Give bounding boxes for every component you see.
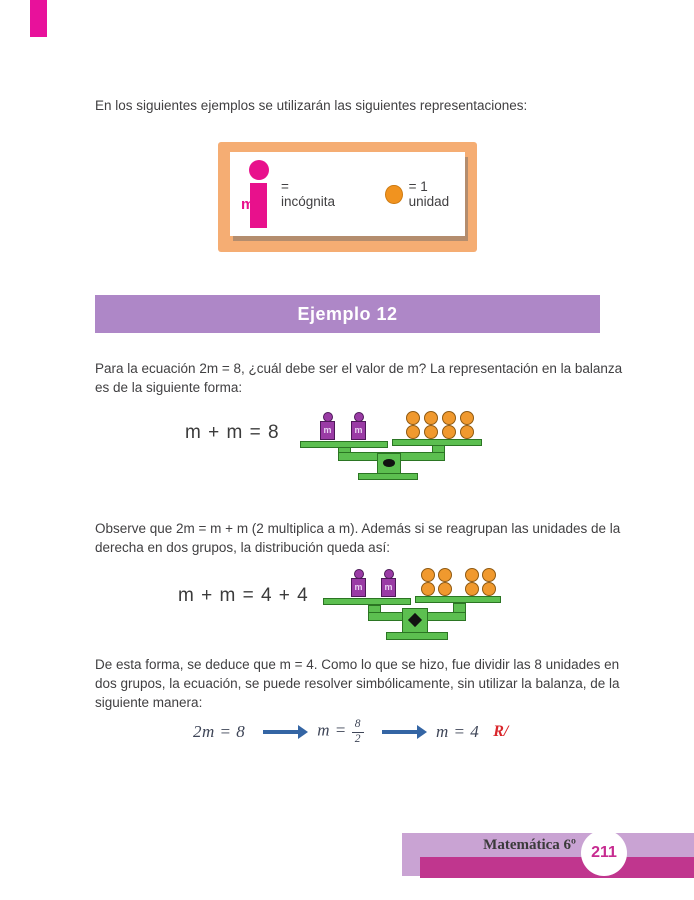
figure-label: m <box>351 578 366 597</box>
balance-1-equation: m + m = 8 <box>185 422 280 443</box>
unit-circle-icon <box>482 582 496 596</box>
unit-circle-icon <box>442 425 456 439</box>
balance-base <box>358 473 418 480</box>
unit-circle-icon <box>460 425 474 439</box>
unknown-figure-icon <box>241 160 267 228</box>
figure-label: m <box>381 578 396 597</box>
unit-circle-icon <box>482 568 496 582</box>
unit-circle-icon <box>406 411 420 425</box>
example-banner: Ejemplo 12 <box>95 295 600 333</box>
pivot-dot <box>383 459 395 467</box>
solution-step-2-lhs: m = <box>317 720 347 740</box>
solution-step-2 <box>317 718 364 745</box>
figure-label: m <box>320 421 335 440</box>
unit-circle-icon <box>460 411 474 425</box>
unit-circle-icon <box>406 425 420 439</box>
fraction-numerator: 8 <box>352 718 364 732</box>
fraction <box>352 718 364 745</box>
unit-circle-icon <box>465 568 479 582</box>
balance-base <box>386 632 448 640</box>
unknown-symbol: m <box>241 196 255 213</box>
unit-circle-icon <box>424 425 438 439</box>
unit-circle-icon <box>421 582 435 596</box>
legend-panel <box>230 152 465 236</box>
balance-illustration-1 <box>180 408 500 496</box>
balance-right-platform <box>415 596 501 603</box>
unit-circle-icon <box>421 568 435 582</box>
solution-step-3: m = 4 <box>436 722 480 741</box>
unit-circle-icon <box>442 411 456 425</box>
unit-circle-icon <box>465 582 479 596</box>
unit-circle-icon <box>438 568 452 582</box>
balance-left-platform <box>323 598 411 605</box>
paragraph-1: Para la ecuación 2m = 8, ¿cuál debe ser el valor de m? La representación en la balanza es de la siguiente forma: <box>95 361 623 396</box>
page-number: 211 <box>591 844 617 861</box>
figure-label: m <box>351 421 366 440</box>
unit-circle-icon <box>438 582 452 596</box>
fraction-denominator: 2 <box>354 732 361 745</box>
unit-circle-icon <box>424 411 438 425</box>
paragraph-2: Observe que 2m = m + m (2 multiplica a m). Además si se reagrupan las unidades de la derecha en dos grupos, la distribución queda así: <box>95 521 621 556</box>
unit-circle-icon <box>385 185 402 204</box>
page-number-badge <box>581 830 627 876</box>
symbolic-solution-row <box>193 716 508 748</box>
balance-illustration-2 <box>175 568 520 650</box>
right-arrow-icon <box>263 730 299 734</box>
balance-2-equation: m + m = 4 + 4 <box>178 585 309 606</box>
unit-label: = 1 unidad <box>408 179 450 209</box>
intro-text: En los siguientes ejemplos se utilizarán las siguientes representaciones: <box>95 98 528 113</box>
unknown-figure-icon <box>320 412 335 440</box>
figure-body <box>241 183 267 228</box>
figure-head <box>249 160 269 180</box>
paragraph-3: De esta forma, se deduce que m = 4. Como lo que se hizo, fue dividir las 8 unidades en dos grupos, la ecuación, se puede resolver simbólicamente, sin utilizar la balanza, de la siguiente manera: <box>95 657 620 711</box>
answer-mark: R/ <box>493 723 509 740</box>
page-edge-accent <box>30 0 47 37</box>
unknown-figure-icon <box>351 569 366 597</box>
legend-box <box>218 142 477 252</box>
right-arrow-icon <box>382 730 418 734</box>
solution-step-1: 2m = 8 <box>193 722 246 741</box>
unknown-figure-icon <box>381 569 396 597</box>
footer-magenta-band <box>420 857 694 878</box>
unknown-figure-icon <box>351 412 366 440</box>
unknown-label: = incógnita <box>281 179 336 209</box>
footer-subject: Matemática 6º <box>483 837 576 853</box>
